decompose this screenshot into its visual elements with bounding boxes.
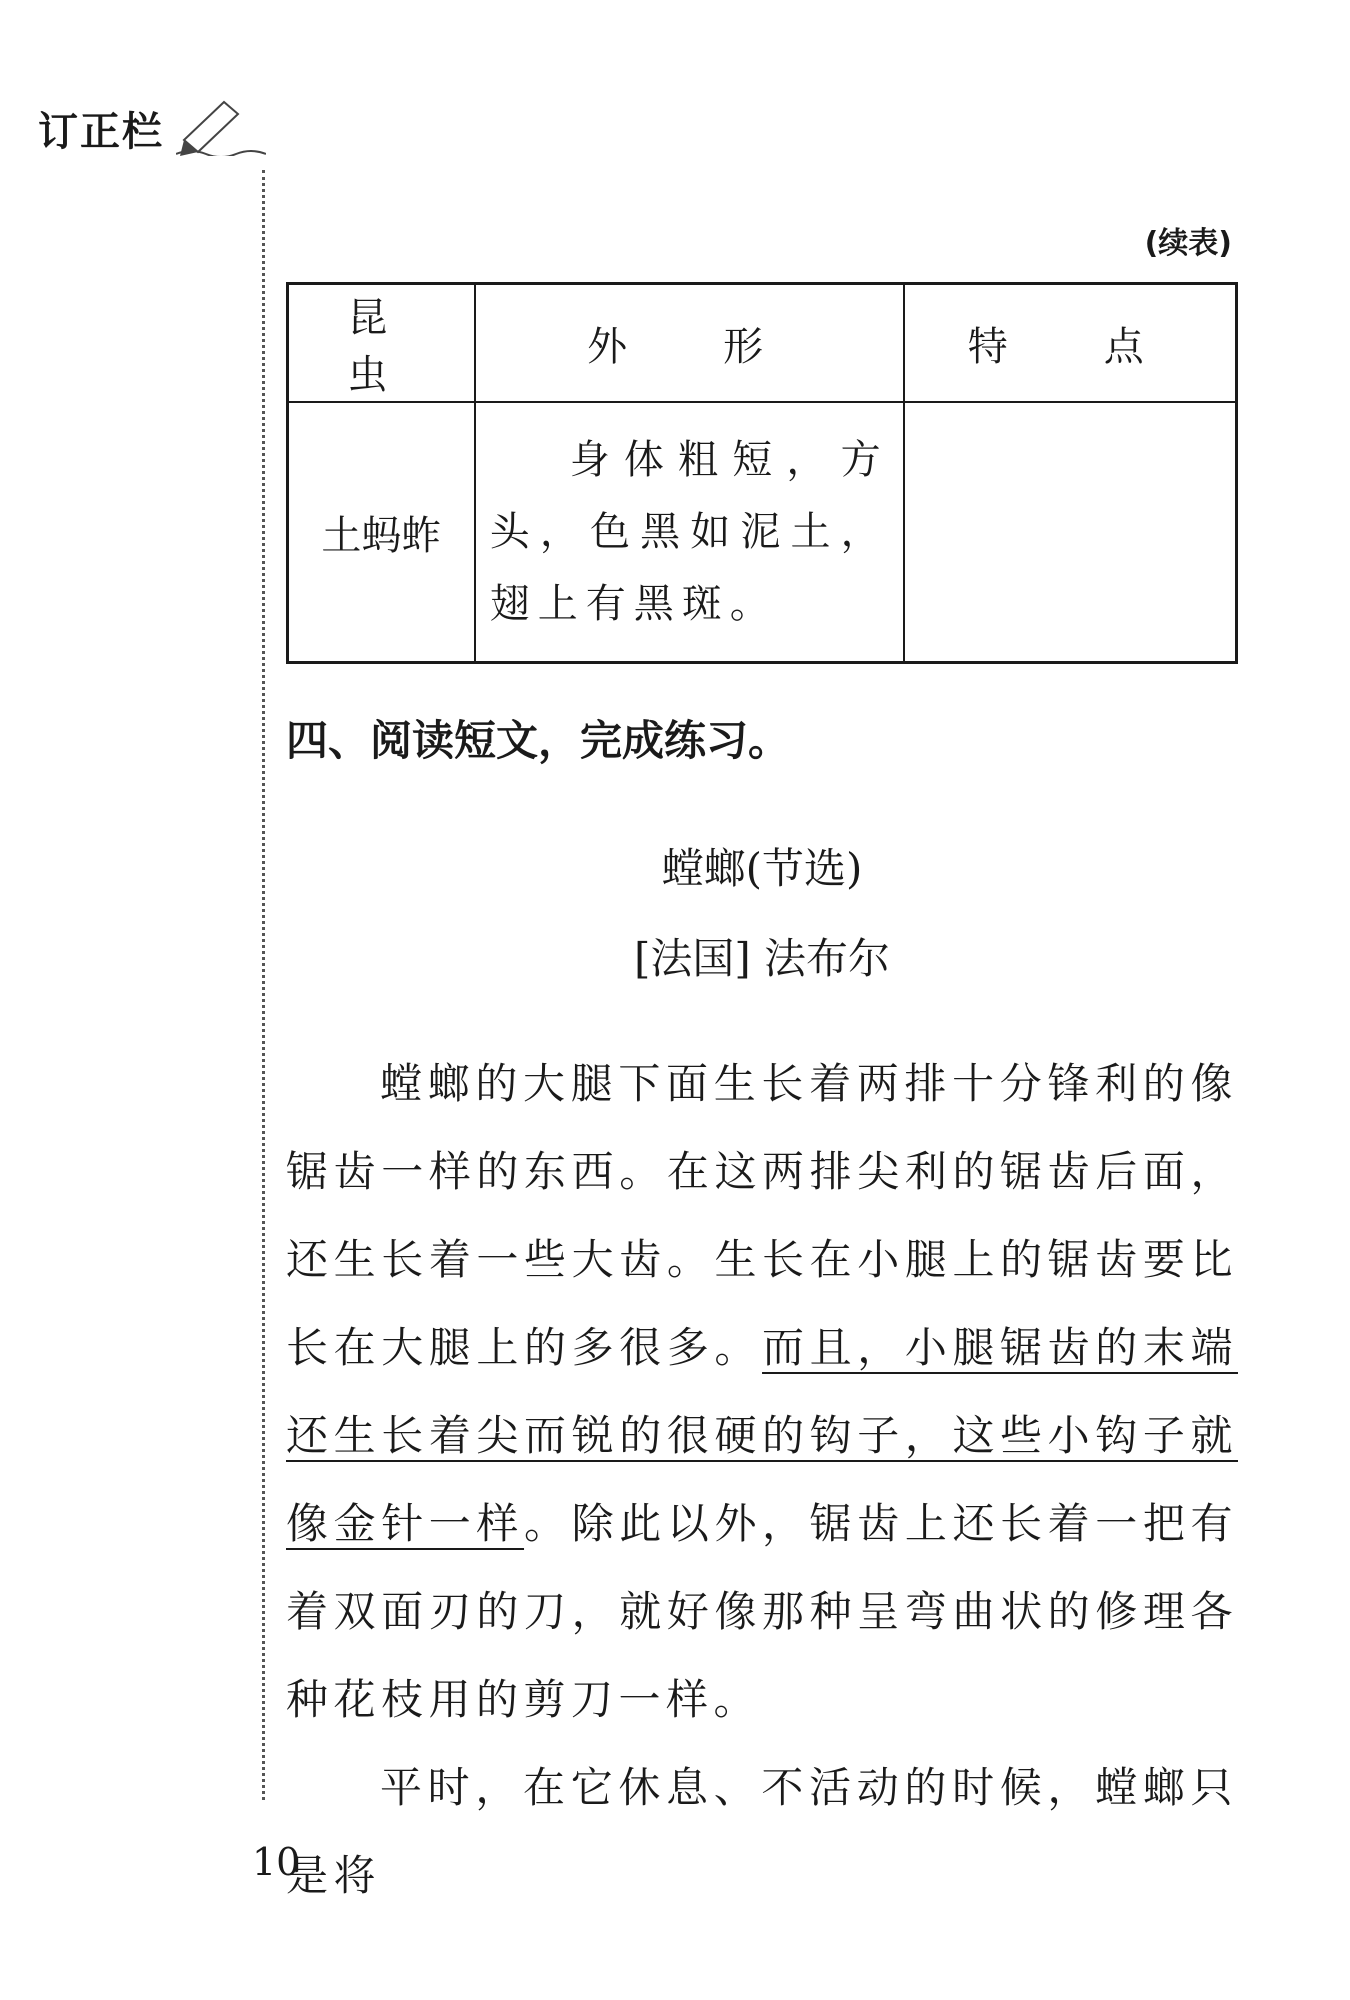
cell-insect: 土蚂蚱 <box>288 402 475 663</box>
paragraph-1 <box>286 1040 1238 1744</box>
cell-feature-answer[interactable] <box>904 402 1237 663</box>
underlined-sentence: 而且，小腿锯齿的末端还生长着尖而锐的很硬的钩子，这些小钩子就像金针一样 <box>286 1323 1238 1548</box>
margin-divider <box>262 170 265 1800</box>
cell-appearance: 身体粗短，方头，色黑如泥土，翅上有黑斑。 <box>475 402 904 663</box>
table-header-row <box>288 284 1237 403</box>
page-number: 10 <box>252 1840 301 1884</box>
correction-column-label: 订正栏 <box>38 109 164 155</box>
passage-title: 螳螂(节选) <box>661 844 863 893</box>
paragraph-1-end: 。除此以外，锯齿上还长着一把有着双面刃的刀，就好像那种呈弯曲状的修理各种花枝用的剪刀一样。 <box>286 1499 1238 1724</box>
paragraph-2: 平时，在它休息、不活动的时候，螳螂只是将 <box>286 1763 1238 1900</box>
header-feature: 特 点 <box>904 284 1237 403</box>
paragraph-1-text: 螳螂的大腿下面生长着两排十分锋利的像锯齿一样的东西。在这两排尖利的锯齿后面，还生长着一些大齿。生长在小腿上的锯齿要比长在大腿上的多很多。 <box>286 1059 1238 1372</box>
insect-table <box>286 282 1238 664</box>
passage-author: [法国] 法布尔 <box>633 934 891 983</box>
section-heading: 四、阅读短文，完成练习。 <box>286 716 791 765</box>
pencil-icon <box>176 96 266 156</box>
table-row <box>288 402 1237 663</box>
table-continued-label: (续表) <box>1144 226 1232 261</box>
header-appearance: 外 形 <box>475 284 904 403</box>
passage-body <box>286 1040 1238 1920</box>
header-insect: 昆 虫 <box>288 284 475 403</box>
